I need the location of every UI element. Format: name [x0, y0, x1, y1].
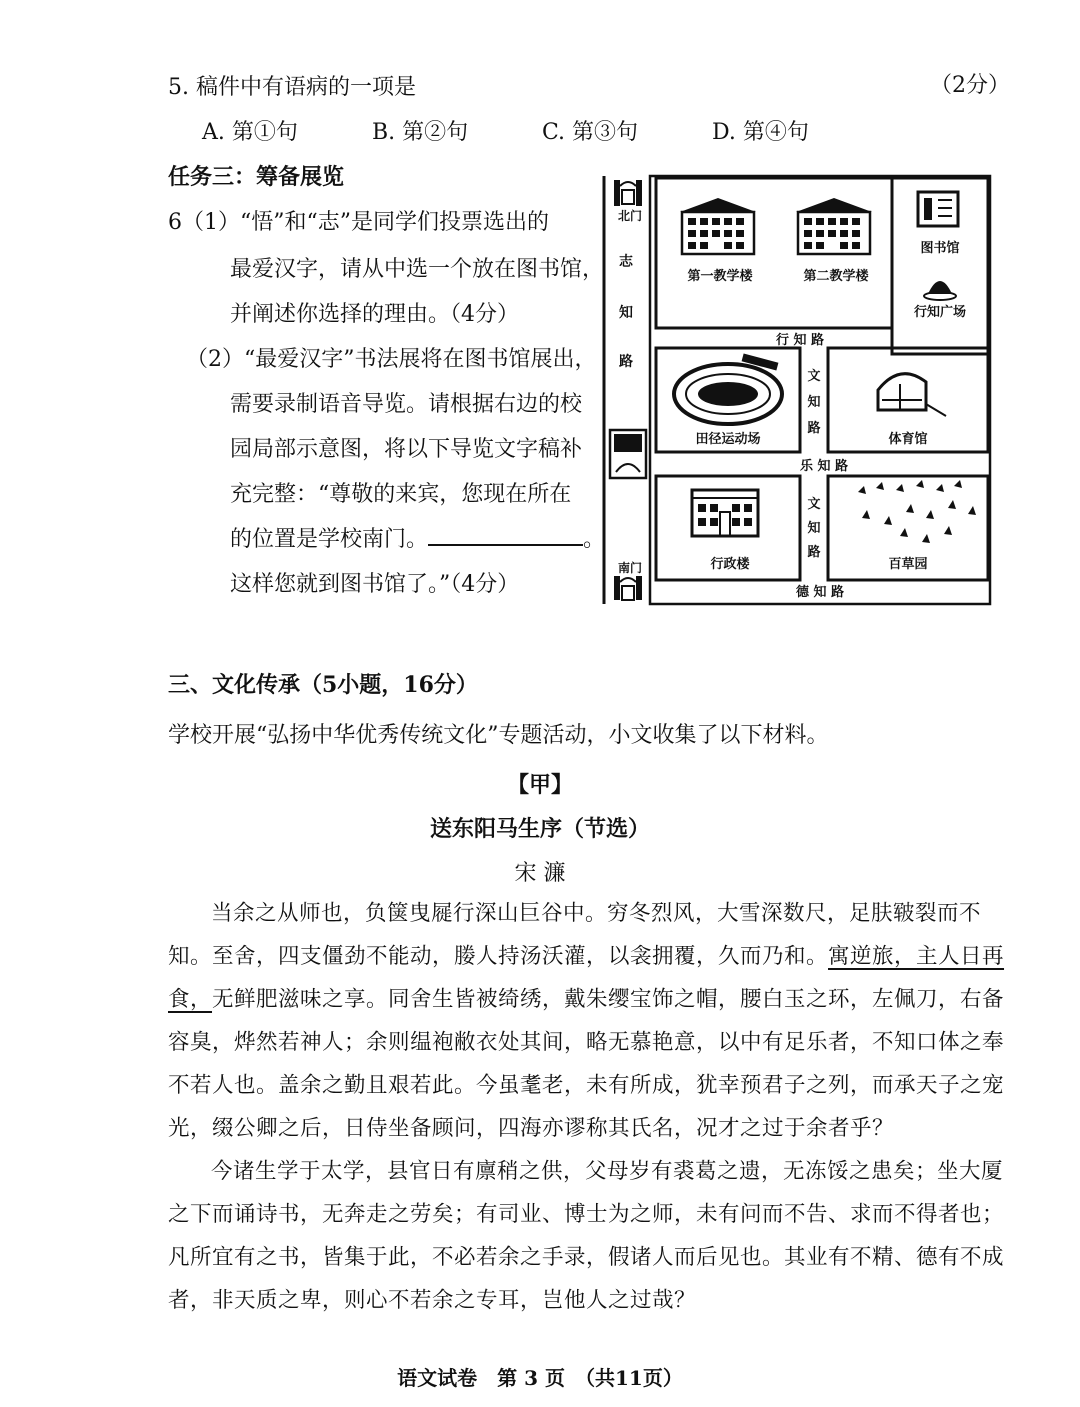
zhizhi-road-char: 路 — [619, 354, 633, 370]
north-gate-icon — [614, 180, 642, 206]
herb-garden-label: 百草园 — [888, 557, 928, 572]
underlined-sentence: 寓逆旅，主人日再食， — [168, 944, 1005, 1012]
page-footer: 语文试卷 第 3 页 （共11页） — [397, 1366, 683, 1390]
admin-building-icon — [692, 490, 758, 536]
q6-1-line: 并阐述你选择的理由。（4分） — [230, 302, 519, 327]
library-icon — [918, 192, 958, 226]
section-3-title: 三、文化传承（5小题，16分） — [168, 672, 478, 698]
wenzhi-road-char: 知 — [807, 395, 821, 410]
q6-2-line-end: 。 — [583, 527, 606, 552]
wenzhi-road-char: 文 — [807, 497, 821, 512]
zhizhi-road-char: 志 — [619, 254, 633, 270]
q6-2-line — [230, 522, 605, 553]
wenzhi-road-char: 文 — [807, 369, 821, 384]
teaching-building-1-label: 第一教学楼 — [687, 269, 753, 284]
q6-2-line: 园局部示意图，将以下导览文字稿补 — [230, 437, 583, 462]
south-gate-label: 南门 — [618, 561, 643, 575]
passage-label: 【甲】 — [506, 772, 573, 798]
q6-1-line: 最爱汉字，请从中选一个放在图书馆， — [230, 257, 605, 282]
task3-title: 任务三：筹备展览 — [168, 164, 345, 190]
track-field-label: 田径运动场 — [695, 432, 761, 447]
q6-2-line: 需要录制语音导览。请根据右边的校 — [230, 392, 583, 417]
teaching-building-1-icon — [680, 198, 756, 254]
teaching-building-2-label: 第二教学楼 — [803, 269, 869, 284]
campus-map — [600, 172, 992, 608]
track-field-icon — [674, 353, 782, 424]
q6-1-line: 6（1）“悟”和“志”是同学们投票选出的 — [168, 210, 549, 235]
option-d: D. 第④句 — [712, 120, 809, 145]
zhizhi-road-char: 知 — [619, 305, 633, 321]
gym-icon — [878, 374, 946, 416]
north-gate-label: 北门 — [618, 209, 643, 223]
option-c: C. 第③句 — [542, 120, 639, 145]
signboard-icon — [610, 430, 646, 478]
q6-2-line: 充完整：“尊敬的来宾，您现在所在 — [230, 482, 572, 507]
square-fountain-icon — [924, 281, 956, 300]
option-b: B. 第②句 — [372, 120, 469, 145]
wenzhi-road-char: 路 — [807, 545, 821, 560]
teaching-building-2-icon — [796, 198, 872, 254]
passage-title: 送东阳马生序（节选） — [429, 816, 650, 842]
q6-2-line: （2）“最爱汉字”书法展将在图书馆展出， — [186, 347, 597, 372]
q6-2-line: 这样您就到图书馆了。”（4分） — [230, 572, 520, 597]
paragraph-1-text-cont: 无鲜肥滋味之享。同舍生皆被绮绣，戴朱缨宝饰之帽，腰白玉之环，左佩刀，右备容臭，烨然若神人；余则缊袍敝衣处其间，略无慕艳意，以中有足乐者，不知口体之奉不若人也。盖余之勤且艰若此。今虽耄老，未有所成，犹幸预君子之列，而承天子之宠光，缀公卿之后，日侍坐备顾问，四海亦谬称其氏名，况才之过于余者乎？ — [168, 987, 1005, 1141]
question-5-points: （2分） — [930, 73, 1010, 98]
passage-body — [168, 892, 1013, 1322]
answer-blank[interactable] — [428, 526, 583, 546]
question-5-stem: 5. 稿件中有语病的一项是 — [168, 75, 416, 100]
section-3-intro: 学校开展“弘扬中华优秀传统文化”专题活动，小文收集了以下材料。 — [168, 723, 829, 748]
xingzhi-square-label: 行知广场 — [913, 305, 967, 320]
q6-2-line-text: 的位置是学校南门。 — [230, 527, 429, 552]
xingzhi-road-label: 行 知 路 — [775, 333, 825, 348]
wenzhi-road-char: 知 — [807, 521, 821, 536]
gym-label: 体育馆 — [888, 432, 928, 447]
library-label: 图书馆 — [920, 241, 960, 256]
paragraph-1-text: 当余之从师也，负箧曳屣行深山巨谷中。穷冬烈风，大雪深数尺，足肤皲裂而不知。至舍，四支僵劲不能动，媵人持汤沃灌，以衾拥覆，久而乃和。 — [168, 901, 982, 969]
passage-author: 宋 濂 — [514, 861, 566, 886]
passage-paragraph-1 — [168, 892, 1013, 1150]
wenzhi-road-char: 路 — [807, 421, 821, 436]
library-block — [892, 178, 988, 354]
herb-garden-icon — [858, 480, 976, 543]
option-a: A. 第①句 — [202, 120, 298, 145]
dezhi-road-label: 德 知 路 — [795, 585, 845, 600]
admin-building-label: 行政楼 — [710, 557, 750, 572]
south-gate-icon — [614, 576, 642, 600]
lezhi-road-label: 乐 知 路 — [799, 459, 849, 474]
passage-paragraph-2: 今诸生学于太学，县官日有廪稍之供，父母岁有裘葛之遗，无冻馁之患矣；坐大厦之下而诵诗书，无奔走之劳矣；有司业、博士为之师，未有问而不告、求而不得者也；凡所宜有之书，皆集于此，不必若余之手录，假诸人而后见也。其业有不精、德有不成者，非天质之卑，则心不若余之专耳，岂他人之过哉？ — [168, 1159, 1005, 1313]
